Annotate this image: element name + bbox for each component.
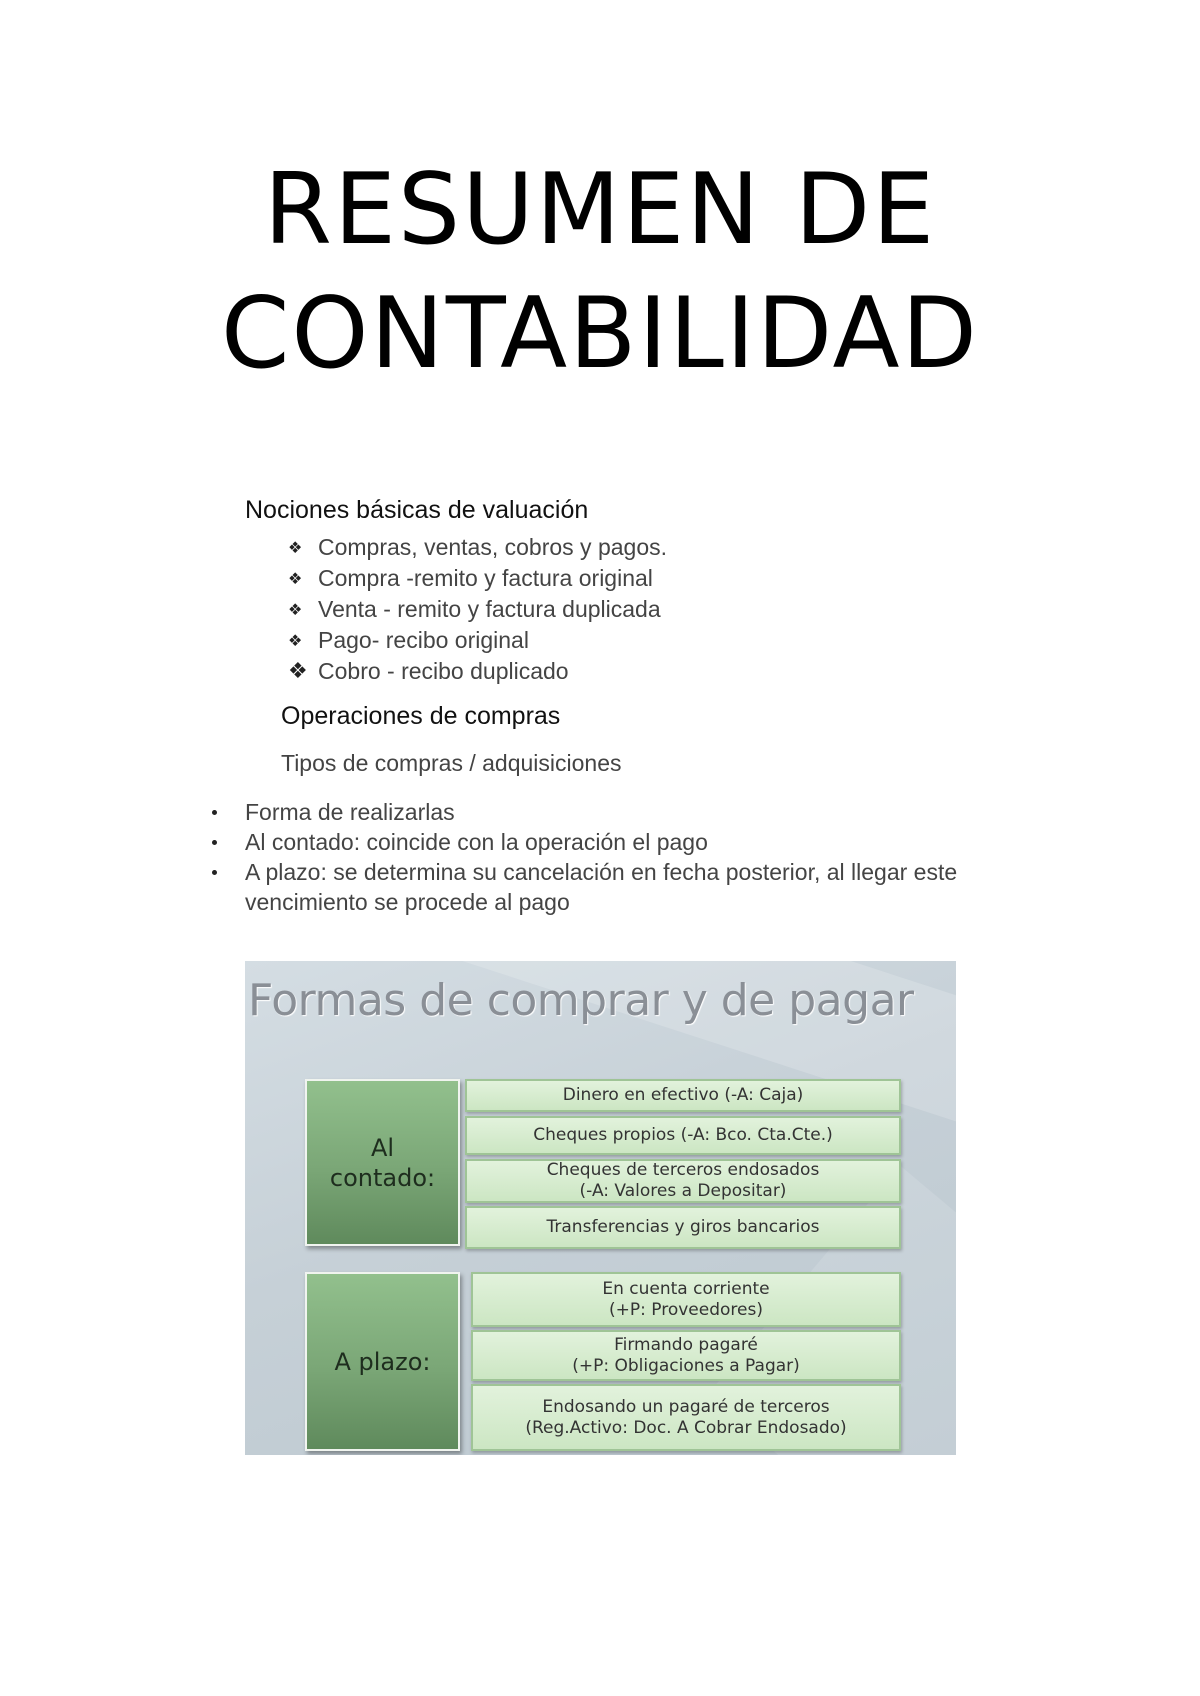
- plazo-item: En cuenta corriente (+P: Proveedores): [602, 1278, 770, 1320]
- list-item-text: Venta - remito y factura duplicada: [318, 596, 661, 622]
- plazo-item: Endosando un pagaré de terceros (Reg.Activo: Doc. A Cobrar Endosado): [525, 1396, 847, 1438]
- bullet-dot-icon: [212, 840, 217, 845]
- contado-item-box: [465, 1079, 901, 1112]
- plazo-label: A plazo:: [334, 1347, 431, 1376]
- section-subheading: Tipos de compras / adquisiciones: [281, 750, 622, 776]
- plazo-item-box: [471, 1330, 901, 1381]
- list-item-text: Compra -remito y factura original: [318, 565, 653, 591]
- list-item-text: Pago- recibo original: [318, 627, 529, 653]
- contado-item-box: [465, 1116, 901, 1155]
- list-item-text: Forma de realizarlas: [245, 799, 455, 825]
- contado-label: Al contado:: [329, 1133, 436, 1192]
- slide-title: Formas de comprar y de pagar: [248, 975, 914, 1026]
- list-item-text: Cobro - recibo duplicado: [318, 658, 569, 684]
- contado-item: Cheques propios (-A: Bco. Cta.Cte.): [533, 1125, 833, 1145]
- diamond-bullet-icon: ❖: [288, 631, 303, 650]
- list-item: [205, 797, 1025, 827]
- bullet-dot-icon: [212, 870, 217, 875]
- list-item-text: Compras, ventas, cobros y pagos.: [318, 534, 667, 560]
- contado-item: Transferencias y giros bancarios: [546, 1217, 820, 1237]
- bullet-dot-icon: [212, 810, 217, 815]
- slide-image: [245, 961, 956, 1455]
- bullet-list: [205, 797, 1025, 917]
- diamond-bullet-icon: ❖: [288, 600, 303, 619]
- diamond-bullet-icon: ❖: [288, 569, 303, 588]
- document-title: [0, 148, 1200, 396]
- title-line-2: CONTABILIDAD: [220, 277, 980, 391]
- diamond-bullet-icon: ❖: [288, 538, 303, 557]
- list-item: [288, 594, 667, 625]
- list-item-text: A plazo: se determina su cancelación en fecha posterior, al llegar este vencimiento se procede al pago: [245, 859, 958, 915]
- list-item: [205, 827, 1025, 857]
- title-line-1: RESUMEN DE: [263, 153, 937, 267]
- valuation-list: [288, 532, 667, 687]
- plazo-item-box: [471, 1384, 901, 1451]
- contado-item-box: [465, 1159, 901, 1203]
- list-item: [288, 625, 667, 656]
- list-item: [205, 857, 1025, 917]
- plazo-label-box: [305, 1272, 460, 1451]
- plazo-item-box: [471, 1272, 901, 1327]
- section-heading-valuacion: Nociones básicas de valuación: [245, 496, 589, 524]
- contado-item: Dinero en efectivo (-A: Caja): [562, 1085, 804, 1105]
- list-item: [288, 532, 667, 563]
- list-item-text: Al contado: coincide con la operación el pago: [245, 829, 708, 855]
- diamond-bullet-icon: ❖: [288, 659, 308, 684]
- contado-label-box: [305, 1079, 460, 1246]
- plazo-item: Firmando pagaré (+P: Obligaciones a Pagar): [572, 1334, 800, 1376]
- section-heading-compras: Operaciones de compras: [281, 702, 561, 730]
- list-item: [288, 656, 667, 687]
- contado-item: Cheques de terceros endosados (-A: Valores a Depositar): [546, 1160, 820, 1201]
- list-item: [288, 563, 667, 594]
- contado-item-box: [465, 1206, 901, 1249]
